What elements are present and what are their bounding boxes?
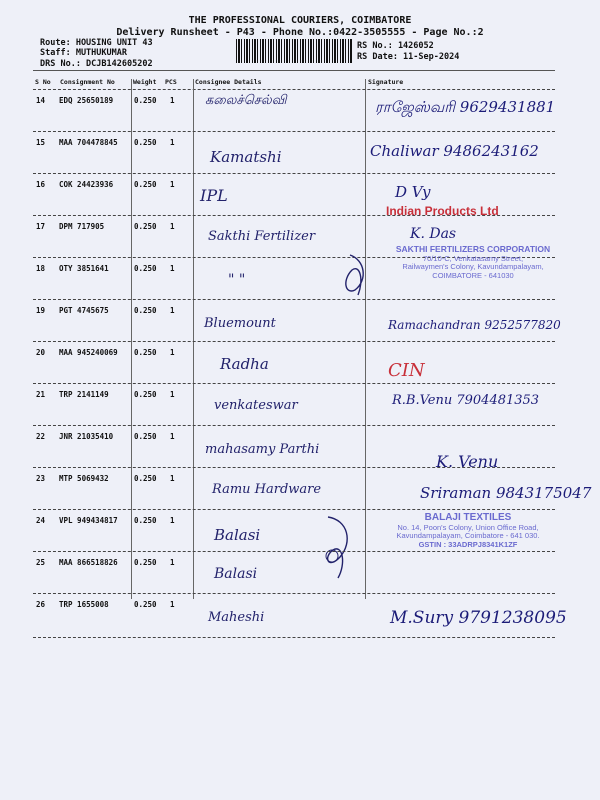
row-weight: 0.250 — [134, 306, 157, 315]
row-pcs: 1 — [170, 600, 175, 609]
row-signature: Sriraman 9843175047 — [420, 484, 592, 502]
row-consignment: MTP 5069432 — [59, 474, 109, 483]
row-pcs: 1 — [170, 138, 175, 147]
col-header-signature: Signature — [368, 78, 404, 86]
stamp-line: GSTIN : 33ADRPJ8341K1ZF — [418, 539, 518, 549]
stamp-line: Kavundampalayam, Coimbatore - 641 030. — [396, 531, 540, 541]
row-sno: 24 — [36, 516, 46, 525]
company-title: THE PROFESSIONAL COURIERS, COIMBATORE — [188, 15, 412, 26]
row-divider — [33, 341, 555, 342]
drs-label: DRS No.: DCJB142605202 — [40, 59, 153, 69]
row-consignee: Sakthi Fertilizer — [208, 229, 316, 244]
row-consignment: MAA 945240069 — [59, 348, 118, 357]
row-sno: 19 — [36, 306, 46, 315]
row-signature: R.B.Venu 7904481353 — [392, 393, 540, 408]
row-weight: 0.250 — [134, 180, 157, 189]
row-divider — [33, 593, 555, 594]
row-consignment: VPL 949434817 — [59, 516, 118, 525]
row-pcs: 1 — [170, 390, 175, 399]
stamp-line: BALAJI TEXTILES — [424, 512, 512, 523]
header-divider — [33, 89, 555, 90]
row-sno: 23 — [36, 474, 46, 483]
row-consignee: Maheshi — [208, 610, 265, 625]
row-signature: K. Das — [410, 226, 457, 242]
indian-products-stamp: Indian Products Ltd — [386, 204, 499, 218]
row-consignee: Radha — [220, 355, 269, 373]
balaji-stamp — [368, 512, 568, 549]
row-signature: ராஜேஸ்வரி 9629431881 — [375, 98, 556, 116]
row-weight: 0.250 — [134, 516, 157, 525]
stamp-line: Railwaymen's Colony, Kavundampalayam, — [402, 262, 544, 272]
row-pcs: 1 — [170, 306, 175, 315]
col-header-weight: Weight — [133, 78, 157, 86]
row-consignee: " " — [228, 272, 246, 288]
row-consignee: IPL — [200, 186, 228, 205]
col-divider — [131, 79, 132, 599]
row-divider — [33, 467, 555, 468]
row-consignee: Balasi — [214, 526, 261, 544]
row-weight: 0.250 — [134, 474, 157, 483]
signature-scribble — [340, 250, 370, 300]
row-weight: 0.250 — [134, 138, 157, 147]
row-consignee: mahasamy Parthi — [205, 442, 320, 457]
row-pcs: 1 — [170, 516, 175, 525]
row-consignee: கலைச்செல்வி — [205, 93, 287, 108]
row-weight: 0.250 — [134, 222, 157, 231]
row-divider — [33, 215, 555, 216]
row-sno: 18 — [36, 264, 46, 273]
route-label: Route: HOUSING UNIT 43 — [40, 38, 153, 48]
row-consignment: JNR 21035410 — [59, 432, 114, 441]
rs-number: RS No.: 1426052 — [357, 41, 434, 51]
row-divider — [33, 509, 555, 510]
runsheet-subtitle: Delivery Runsheet - P43 - Phone No.:0422-3505555 - Page No.:2 — [116, 27, 484, 38]
row-consignment: COK 24423936 — [59, 180, 114, 189]
row-weight: 0.250 — [134, 390, 157, 399]
row-sno: 14 — [36, 96, 46, 105]
row-signature: CIN — [388, 360, 425, 381]
row-pcs: 1 — [170, 222, 175, 231]
row-pcs: 1 — [170, 432, 175, 441]
col-header-sno: S No — [35, 78, 51, 86]
row-consignee: Ramu Hardware — [212, 482, 322, 497]
row-signature: M.Sury 9791238095 — [390, 608, 567, 628]
col-header-consignment: Consignment No — [60, 78, 115, 86]
row-divider — [33, 299, 555, 300]
row-signature: Chaliwar 9486243162 — [370, 142, 539, 160]
stamp-line: 70/10-C, Venkatasamy Street, — [422, 253, 524, 263]
row-consignee: Kamatshi — [210, 148, 282, 166]
row-weight: 0.250 — [134, 432, 157, 441]
row-signature: K. Venu — [436, 452, 499, 471]
col-divider — [193, 79, 194, 599]
row-divider — [33, 173, 555, 174]
row-divider — [33, 425, 555, 426]
row-sno: 26 — [36, 600, 46, 609]
row-signature: D Vy — [395, 183, 431, 201]
rs-date: RS Date: 11-Sep-2024 — [357, 52, 460, 62]
stamp-line: SAKTHI FERTILIZERS CORPORATION — [395, 244, 551, 254]
row-consignment: MAA 866518826 — [59, 558, 118, 567]
row-consignment: OTY 3851641 — [59, 264, 109, 273]
row-pcs: 1 — [170, 180, 175, 189]
sakthi-stamp — [388, 245, 558, 281]
signature-scribble — [318, 512, 358, 582]
row-weight: 0.250 — [134, 558, 157, 567]
barcode — [236, 39, 352, 63]
row-pcs: 1 — [170, 96, 175, 105]
row-consignment: DPM 717905 — [59, 222, 105, 231]
row-divider — [33, 131, 555, 132]
stamp-line: COIMBATORE - 641030 — [432, 271, 514, 281]
row-weight: 0.250 — [134, 348, 157, 357]
row-divider — [33, 637, 555, 638]
row-consignment: TRP 2141149 — [59, 390, 109, 399]
row-sno: 22 — [36, 432, 46, 441]
stamp-line: No. 14, Poon's Colony, Union Office Road, — [397, 522, 539, 532]
col-header-pcs: PCS — [165, 78, 177, 86]
row-consignment: TRP 1655008 — [59, 600, 109, 609]
row-divider — [33, 551, 555, 552]
col-header-consignee: Consignee Details — [195, 78, 262, 86]
row-consignment: MAA 704478845 — [59, 138, 118, 147]
row-signature: Ramachandran 9252577820 — [388, 318, 561, 332]
row-sno: 20 — [36, 348, 46, 357]
row-sno: 16 — [36, 180, 46, 189]
row-consignee: venkateswar — [214, 398, 298, 413]
row-sno: 17 — [36, 222, 46, 231]
row-pcs: 1 — [170, 264, 175, 273]
row-sno: 25 — [36, 558, 46, 567]
row-weight: 0.250 — [134, 264, 157, 273]
row-sno: 15 — [36, 138, 46, 147]
row-consignment: EDQ 25650189 — [59, 96, 114, 105]
row-pcs: 1 — [170, 474, 175, 483]
row-pcs: 1 — [170, 348, 175, 357]
staff-label: Staff: MUTHUKUMAR — [40, 48, 127, 58]
row-consignee: Balasi — [214, 566, 258, 582]
row-consignment: PGT 4745675 — [59, 306, 109, 315]
row-weight: 0.250 — [134, 600, 157, 609]
row-weight: 0.250 — [134, 96, 157, 105]
col-divider — [365, 79, 366, 599]
row-consignee: Bluemount — [204, 316, 276, 331]
row-divider — [33, 383, 555, 384]
table-top-rule — [33, 70, 555, 71]
row-sno: 21 — [36, 390, 46, 399]
row-pcs: 1 — [170, 558, 175, 567]
